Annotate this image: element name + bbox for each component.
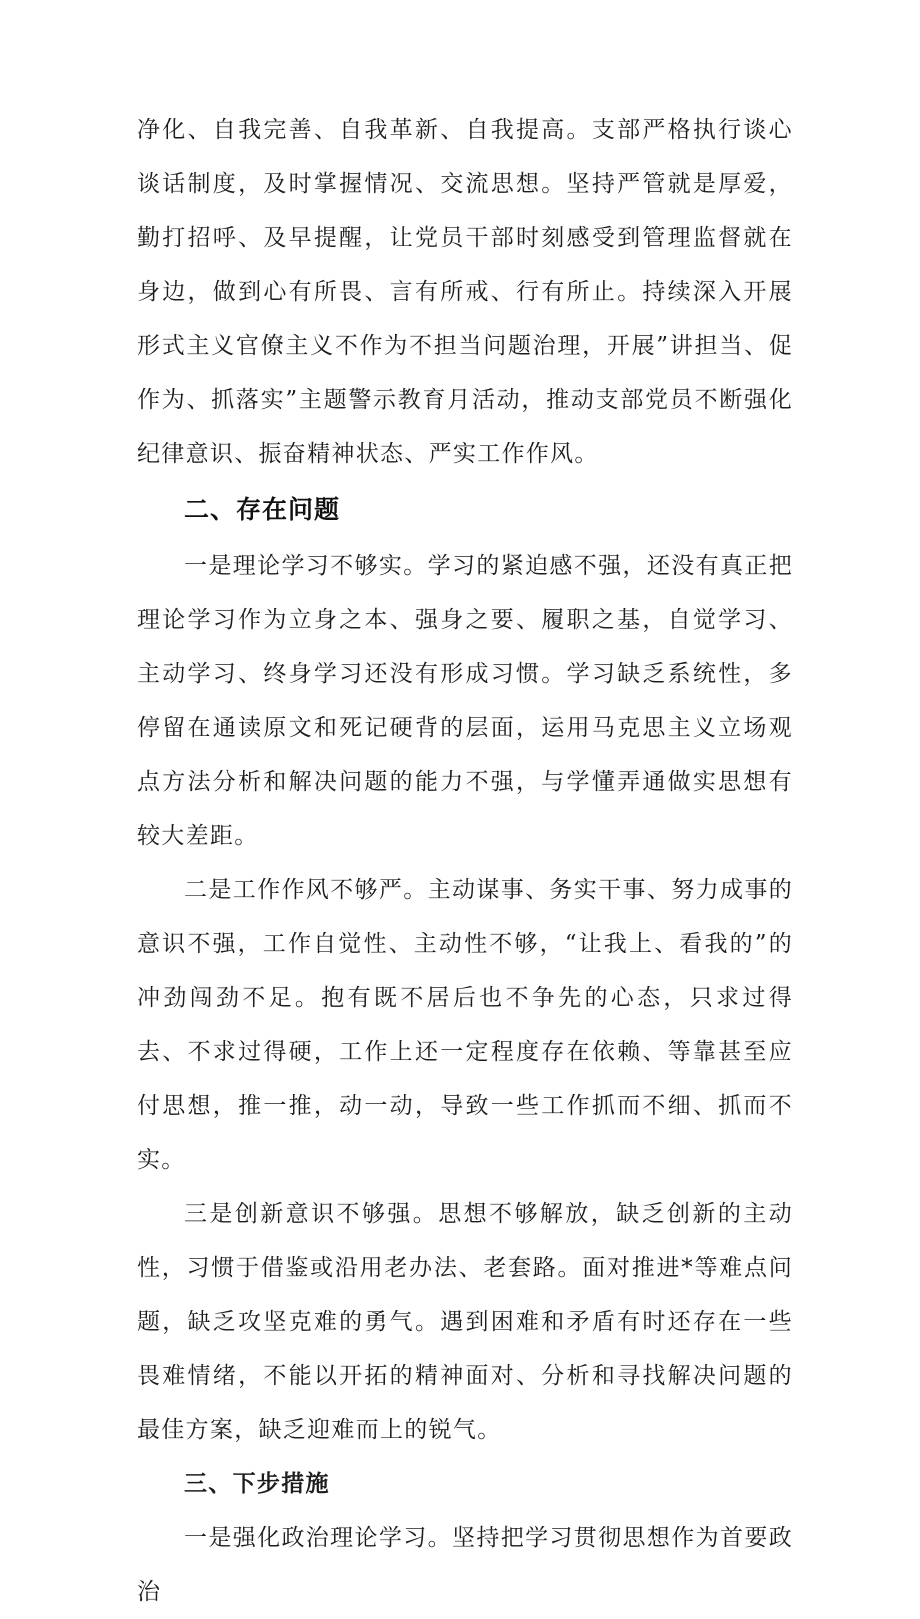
measure-paragraph-1: 一是强化政治理论学习。坚持把学习贯彻思想作为首要政治 — [137, 1525, 793, 1605]
problem-paragraph-3: 三是创新意识不够强。思想不够解放，缺乏创新的主动性，习惯于借鉴或沿用老办法、老套路。面对推进*等难点问题，缺乏攻坚克难的勇气。遇到困难和矛盾有时还存在一些畏难情绪，不能以开拓的精神面对、分析和寻找解决问题的最佳方案，缺乏迎难而上的锐气。 — [137, 1201, 793, 1443]
continuation-paragraph: 净化、自我完善、自我革新、自我提高。支部严格执行谈心谈话制度，及时掌握情况、交流思想。坚持严管就是厚爱，勤打招呼、及早提醒，让党员干部时刻感受到管理监督就在身边，做到心有所畏、言有所戒、行有所止。持续深入开展形式主义官僚主义不作为不担当问题治理，开展”讲担当、促作为、抓落实”主题警示教育月活动，推动支部党员不断强化纪律意识、振奋精神状态、严实工作作风。 — [137, 117, 793, 467]
document-body — [137, 103, 793, 1619]
section-heading-next-steps: 三、下步措施 — [184, 1470, 330, 1497]
problem-paragraph-1: 一是理论学习不够实。学习的紧迫感不强，还没有真正把理论学习作为立身之本、强身之要、履职之基，自觉学习、主动学习、终身学习还没有形成习惯。学习缺乏系统性，多停留在通读原文和死记硬背的层面，运用马克思主义立场观点方法分析和解决问题的能力不强，与学懂弄通做实思想有较大差距。 — [137, 553, 793, 849]
problem-paragraph-2: 二是工作作风不够严。主动谋事、务实干事、努力成事的意识不强，工作自觉性、主动性不够，“让我上、看我的”的冲劲闯劲不足。抱有既不居后也不争先的心态，只求过得去、不求过得硬，工作上还一定程度存在依赖、等靠甚至应付思想，推一推，动一动，导致一些工作抓而不细、抓而不实。 — [137, 877, 793, 1173]
section-heading-problems: 二、存在问题 — [184, 495, 341, 524]
